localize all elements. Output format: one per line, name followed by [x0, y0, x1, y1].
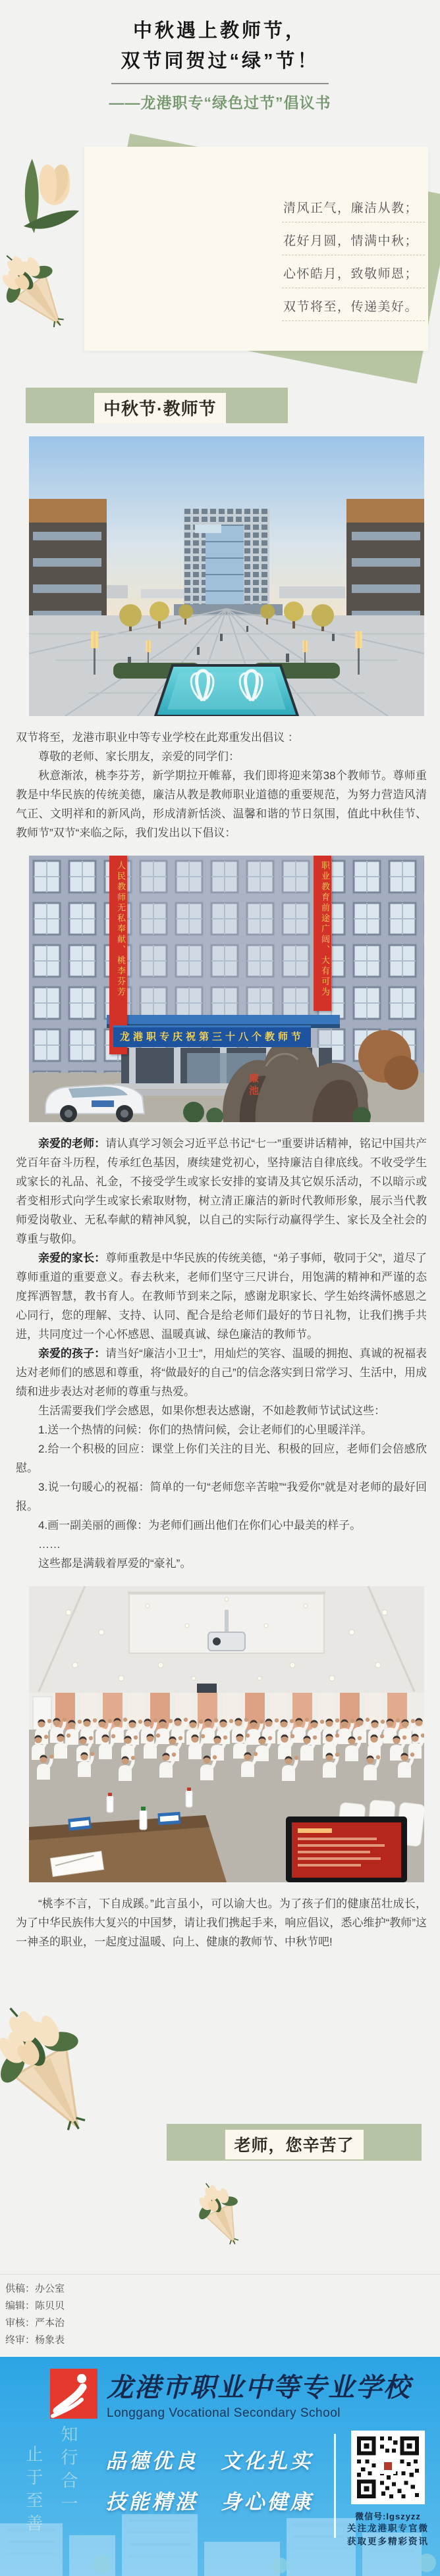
- credit-contributor: 供稿：办公室: [5, 2283, 65, 2294]
- school-building-illustration: [29, 856, 424, 1122]
- list-item-greeting: 1.送一个热情的问候：你们的热情问候，会让老师们的心里暖洋洋。: [38, 1424, 373, 1436]
- teachers-lead-label: 亲爱的老师：: [38, 1137, 106, 1150]
- closing-decor-section: [0, 1958, 440, 2175]
- teachers-text: 请认真学习领会习近平总书记“七一”重要讲话精神，铭记中国共产党百年奋斗历程，传承红色基因，赓续建党初心，坚持廉洁自律底线。不收受学生或家长的礼品、礼金，不接受学生或家长安排的宴请及其它娱乐活动，不以暗示或者变相形式向学生或家长索取财物，树立清正廉洁的新时代教师形象，展示当代教师爱岗敬业、无私奉献的精神风貌，以自己的实际行动赢得学生、家长及全社会的尊重与敬仰。: [16, 1137, 427, 1245]
- school-name-en: Longgang Vocational Secondary School: [107, 2406, 341, 2420]
- school-identity: [50, 2367, 411, 2421]
- poem-line: 心怀皓月，致敬师恩；: [282, 263, 425, 288]
- paragraph-teachers: [16, 1134, 427, 1249]
- credit-editor: 编辑：陈贝贝: [5, 2300, 65, 2311]
- small-bouquet-illustration: [177, 2169, 263, 2258]
- school-slogans: [97, 2441, 321, 2523]
- poem-line: 清风正气，廉洁从教；: [282, 197, 425, 222]
- credit-final-reviewer: 终审：杨象表: [5, 2334, 65, 2346]
- paragraph-parents: [16, 1249, 427, 1344]
- qr-caption-1: 关注龙港职专官微: [347, 2523, 429, 2534]
- school-name-cn: 龙港市职业中等专业学校: [107, 2372, 411, 2403]
- body-block-proposals: [16, 1134, 427, 1573]
- slogan-line-1: 品德优良 文化扎实: [105, 2450, 314, 2473]
- festival-poem: [282, 197, 425, 328]
- paragraph-ellipsis: ……: [38, 1538, 61, 1551]
- article-header: [0, 0, 440, 113]
- quote-card: [84, 147, 428, 351]
- qr-caption-2: 获取更多精彩资讯: [347, 2537, 429, 2547]
- list-item-portrait: 4.画一副美丽的画像：为老师们画出他们在你们心中最美的样子。: [38, 1519, 362, 1532]
- motto-column-left: 止于至善: [23, 2445, 43, 2537]
- page-subtitle: ——龙港职专“绿色过节”倡议书: [109, 94, 331, 111]
- section-badge-label: 中秋节·教师节: [94, 393, 226, 423]
- section-badge-midautumn-teachersday: [26, 388, 288, 423]
- paragraph-intro: 双节将至，龙港市职业中等专业学校在此郑重发出倡议 ：: [16, 731, 299, 744]
- page-title-line1: 中秋遇上教师节，: [132, 20, 307, 41]
- paragraph-gift: 这些都是满载着厚爱的“豪礼”。: [38, 1557, 192, 1570]
- red-banner-right: 职业教育前途广阔、大有可为: [314, 856, 331, 1011]
- presentation-monitor: [286, 1816, 407, 1882]
- wechat-qr-section: [347, 2431, 429, 2548]
- poem-line: 双节将至，传递美好。: [282, 296, 425, 321]
- rock-inscription: 廉池: [248, 1073, 259, 1098]
- parents-lead-label: 亲爱的家长：: [38, 1252, 106, 1264]
- school-logo: [50, 2369, 97, 2419]
- teachers-oath-photo[interactable]: [29, 1586, 424, 1882]
- school-building-photo[interactable]: [29, 856, 424, 1122]
- children-text: 请当好“廉洁小卫士”，用灿烂的笑容、温暖的拥抱、真诚的祝福表达对老师们的感恩和尊重，将“做最好的自己”的信念落实到日常学习、生活中，用成绩和进步表达对老师的尊重与热爱。: [16, 1347, 427, 1398]
- tulip-bouquet-illustration: [0, 1974, 136, 2161]
- body-block-intro: [16, 728, 427, 842]
- poem-line: 花好月圆，情满中秋；: [282, 230, 425, 255]
- oath-ceremony-illustration: [29, 1586, 424, 1882]
- paragraph-salute: 尊敬的老师、家长朋友，亲爱的同学们：: [38, 750, 240, 763]
- paragraph-opening: 秋意渐浓，桃李芬芳，新学期拉开帷幕，我们即将迎来第38个教师节。尊师重教是中华民族的传统美德，廉洁从教是教师职业道德的重要规范，为努力营造风清气正、文明祥和的新风尚，形成清新恬淡、温馨和谐的节日氛围，值此中秋佳节、教师节”双节“来临之际，我们发出以下倡议：: [16, 769, 427, 839]
- children-lead-label: 亲爱的孩子：: [38, 1347, 106, 1360]
- page-title-line2: 双节同贺过“绿”节！: [121, 51, 319, 72]
- paragraph-closing: “桃李不言，下自成蹊。”此言虽小，可以谕大也。为了孩子们的健康茁壮成长，为了中华民族伟大复兴的中国梦，请让我们携起手来，响应倡议，悉心维护“教师”这一神圣的职业，一起度过温暖、向上、健康的教师节、中秋节吧!: [16, 1897, 427, 1948]
- closing-badge-label: 老师，您辛苦了: [225, 2130, 363, 2159]
- campus-plaza-photo[interactable]: [29, 436, 424, 716]
- campus-plaza-illustration: [29, 436, 424, 716]
- parents-text: 尊师重教是中华民族的传统美德，“弟子事师，敬同于父”，道尽了尊师重道的重要意义。春去秋来，老师们坚守三尺讲台，用饱满的精神和严谨的态度挥洒智慧，教书育人。在教师节到来之际，感谢龙职家长、学生始终满怀感恩之心同行，您的理解、支持、认同、配合是给老师们最好的节日礼物，让我们携手共进，共同度过一个心怀感恩、温暖真诚、绿色廉洁的教师节。: [16, 1252, 427, 1341]
- qr-code-icon: [354, 2434, 422, 2501]
- slogan-line-2: 技能精湛 身心健康: [105, 2490, 314, 2514]
- list-item-response: 2.给一个积极的回应：课堂上你们关注的目光、积极的回应，老师们会倍感欣慰。: [16, 1443, 427, 1474]
- paragraph-thanks-intro: 生活需要我们学会感恩，如果你想表达感谢，不如趁教师节试试这些：: [38, 1404, 385, 1417]
- closing-badge: [167, 2124, 422, 2161]
- celebration-sign: 龙港职专庆祝第三十八个教师节: [113, 1025, 311, 1047]
- red-banner-left: 人民教师无私奉献、桃李芬芳: [109, 856, 127, 1054]
- quote-hero: [0, 140, 440, 385]
- wechat-qr-code: [351, 2431, 425, 2504]
- school-footer-banner: [0, 2357, 440, 2576]
- footer-vertical-divider: [334, 2434, 336, 2538]
- motto-column-right: 知行合一: [58, 2425, 78, 2517]
- runner-swoosh-icon: [50, 2369, 97, 2419]
- wechat-id-label: 微信号:lgszyzz: [355, 2512, 421, 2521]
- school-names: [107, 2367, 411, 2421]
- body-block-closing: [16, 1894, 427, 1951]
- credit-reviewer: 审核：严本治: [5, 2317, 65, 2329]
- credits-block: [0, 2274, 440, 2357]
- paragraph-children: [16, 1344, 427, 1401]
- list-item-blessing: 3.说一句暖心的祝福：简单的一句“老师您辛苦啦”“我爱你”就是对老师的最好回报。: [16, 1481, 427, 1512]
- title-divider: [111, 83, 329, 84]
